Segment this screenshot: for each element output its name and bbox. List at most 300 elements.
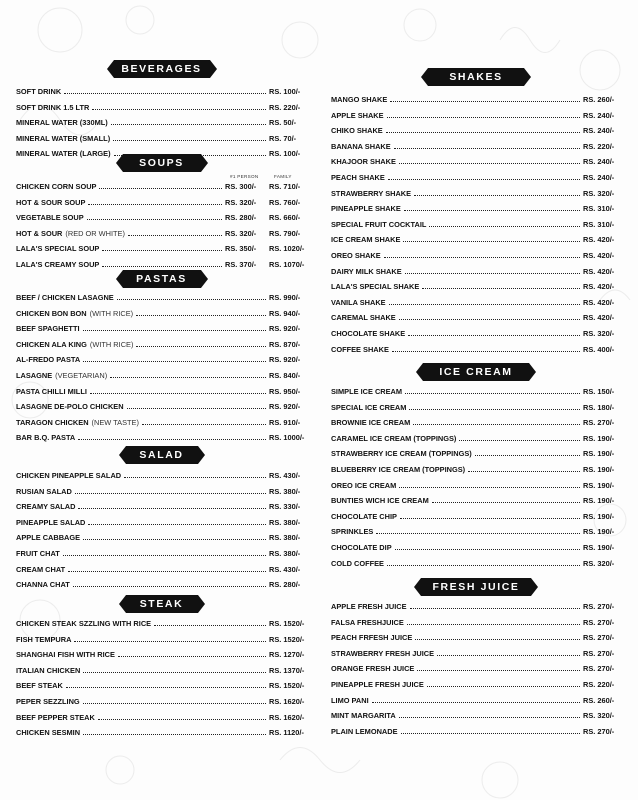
item-price: RS. 70/- [269, 133, 297, 143]
menu-item-row [331, 557, 621, 568]
menu-item-row [331, 265, 621, 276]
item-price: RS. 990/- [269, 293, 301, 302]
menu-item-row [331, 249, 621, 260]
dotted-leader [99, 188, 222, 189]
item-name: FALSA FRESHJUICE [331, 617, 404, 627]
menu-item-row [331, 280, 621, 291]
item-price: RS. 270/- [583, 617, 615, 627]
item-name: BANANA SHAKE [331, 141, 391, 151]
menu-item-row [331, 678, 621, 689]
item-name: ITALIAN CHICKEN [16, 665, 81, 675]
item-price: RS. 220/- [583, 141, 615, 151]
column-header-person: #1 PERSON [230, 174, 259, 179]
item-name: HOT & SOUR SOUP [16, 197, 86, 207]
item-price: RS. 320/- [583, 558, 615, 568]
item-name: VEGETABLE SOUP [16, 213, 84, 223]
dotted-leader [414, 195, 580, 196]
dotted-leader [83, 539, 266, 540]
item-name: APPLE FRESH JUICE [331, 602, 407, 611]
dotted-leader [407, 624, 580, 625]
item-name: PINEAPPLE SHAKE [331, 204, 401, 214]
item-price: RS. 400/- [583, 344, 615, 354]
item-price: RS. 1520/- [269, 619, 305, 628]
item-name: LASAGNE [16, 371, 53, 380]
menu-item-row [16, 242, 307, 253]
item-price: RS. 420/- [583, 282, 615, 292]
menu-item-row [16, 369, 307, 380]
dotted-leader [389, 304, 580, 305]
item-price: RS. 100/- [269, 149, 301, 159]
item-name: LASAGNE DE-POLO CHICKEN [16, 402, 124, 412]
menu-item-row [16, 633, 307, 644]
menu-item-row [331, 311, 621, 322]
item-name: CHIKO SHAKE [331, 126, 383, 136]
item-name: LALA'S SPECIAL SOUP [16, 244, 100, 254]
menu-item-row [16, 726, 307, 737]
dotted-leader [387, 565, 580, 566]
dotted-leader [110, 377, 266, 378]
item-price: RS. 870/- [269, 339, 301, 349]
dotted-leader [74, 641, 266, 642]
dotted-leader [90, 393, 266, 394]
item-name: VANILA SHAKE [331, 297, 386, 307]
dotted-leader [413, 424, 580, 425]
menu-item-row [16, 385, 307, 396]
dotted-leader [63, 555, 266, 556]
item-name: BEEF STEAK [16, 681, 63, 691]
dotted-leader [83, 361, 266, 362]
dotted-leader [415, 639, 580, 640]
item-name: STRAWBERRY ICE CREAM (TOPPINGS) [331, 449, 472, 459]
item-name: RUSIAN SALAD [16, 486, 72, 496]
item-name: CHOCOLATE DIP [331, 543, 392, 552]
dotted-leader [427, 686, 580, 687]
item-price: RS. 190/- [583, 527, 615, 537]
menu-item-row [331, 233, 621, 244]
menu-item-row [331, 416, 621, 427]
item-price: RS. 260/- [583, 695, 615, 705]
menu-item-row [16, 531, 307, 542]
section-header-soups: SOUPS [123, 154, 201, 172]
menu-item-row [16, 431, 307, 442]
section-header-beverages: BEVERAGES [114, 60, 210, 78]
dotted-leader [410, 608, 580, 609]
item-price: RS. 1000/- [269, 433, 305, 443]
item-name: PEACH FRFESH JUICE [331, 633, 413, 643]
item-price: RS. 270/- [583, 648, 615, 658]
item-name: COLD COFFEE [331, 558, 384, 568]
item-price: RS. 430/- [269, 471, 301, 480]
dotted-leader [98, 719, 266, 720]
dotted-leader [417, 670, 580, 671]
dotted-leader [403, 241, 580, 242]
dotted-leader [399, 487, 580, 488]
dotted-leader [118, 656, 266, 657]
item-price: RS. 190/- [583, 465, 615, 474]
item-price: RS. 420/- [583, 297, 615, 307]
item-note: (VEGETARIAN) [55, 371, 108, 380]
dotted-leader [390, 101, 580, 102]
item-name: SPECIAL ICE CREAM [331, 402, 407, 412]
menu-item-row [331, 725, 621, 736]
dotted-leader [66, 687, 266, 688]
dotted-leader [117, 299, 266, 300]
menu-item-row [331, 541, 621, 552]
item-price: RS. 920/- [269, 402, 301, 412]
item-price-family: RS. 1070/- [269, 260, 305, 269]
dotted-leader [376, 533, 580, 534]
item-price: RS. 950/- [269, 386, 301, 396]
item-name: SIMPLE ICE CREAM [331, 387, 403, 396]
item-price: RS. 320/- [583, 711, 615, 721]
item-name: CHICKEN SESMIN [16, 728, 81, 738]
item-name: MINERAL WATER (LARGE) [16, 149, 111, 159]
item-name: STRAWBERRY SHAKE [331, 188, 412, 198]
dotted-leader [127, 408, 266, 409]
menu-item-row [331, 709, 621, 720]
menu-item-row [331, 494, 621, 505]
item-price: RS. 380/- [269, 486, 301, 496]
item-name: CHOCOLATE SHAKE [331, 329, 406, 338]
menu-item-row [16, 711, 307, 722]
menu-item-row [331, 401, 621, 412]
dotted-leader [83, 734, 266, 735]
item-price-person: RS. 370/- [225, 260, 257, 269]
menu-item-row [331, 187, 621, 198]
menu-item-row [331, 647, 621, 658]
item-name: ORANGE FRESH JUICE [331, 664, 415, 674]
item-price: RS. 100/- [269, 87, 301, 96]
item-name: BEEF / CHICKEN LASAGNE [16, 293, 114, 302]
item-name: FISH TEMPURA [16, 634, 72, 644]
item-price: RS. 1270/- [269, 650, 305, 660]
menu-item-row [16, 547, 307, 558]
item-price: RS. 380/- [269, 517, 301, 527]
item-price: RS. 190/- [583, 511, 615, 521]
item-price: RS. 270/- [583, 602, 615, 611]
item-price: RS. 280/- [269, 580, 301, 590]
menu-item-row [16, 101, 307, 112]
dotted-leader [88, 204, 222, 205]
item-price: RS. 190/- [583, 480, 615, 490]
section-header-pastas: PASTAS [123, 270, 201, 288]
item-price: RS. 220/- [583, 680, 615, 689]
item-name: CHICKEN BON BON [16, 308, 87, 318]
item-name: CARAMEL ICE CREAM (TOPPINGS) [331, 433, 457, 443]
dotted-leader [136, 346, 266, 347]
item-price: RS. 940/- [269, 308, 301, 318]
dotted-leader [408, 335, 580, 336]
item-name: APPLE SHAKE [331, 110, 384, 120]
dotted-leader [64, 93, 266, 94]
item-name: CHANNA CHAT [16, 580, 70, 590]
item-price: RS. 270/- [583, 633, 615, 643]
dotted-leader [372, 702, 580, 703]
item-price: RS. 1520/- [269, 634, 305, 644]
item-price: RS. 240/- [583, 173, 615, 182]
item-name: BAR B.Q. PASTA [16, 433, 76, 443]
menu-item-row [331, 327, 621, 338]
dotted-leader [75, 493, 266, 494]
item-price: RS. 430/- [269, 564, 301, 574]
item-name: ICE CREAM SHAKE [331, 235, 401, 245]
item-price: RS. 920/- [269, 324, 301, 334]
item-name: LALA'S CREAMY SOUP [16, 260, 100, 269]
dotted-leader [475, 455, 580, 456]
item-name: COFFEE SHAKE [331, 344, 389, 354]
item-price: RS. 920/- [269, 355, 301, 365]
item-name: CHICKEN PINEAPPLE SALAD [16, 471, 122, 480]
item-name: PINEAPPLE FRESH JUICE [331, 680, 424, 689]
dotted-leader [409, 409, 580, 410]
menu-item-row [16, 695, 307, 706]
menu-item-row [331, 296, 621, 307]
item-name: APPLE CABBAGE [16, 533, 81, 543]
menu-item-row [16, 516, 307, 527]
item-name: MANGO SHAKE [331, 95, 388, 104]
dotted-leader [394, 148, 580, 149]
dotted-leader [459, 440, 580, 441]
section-header-shakes: SHAKES [428, 68, 524, 86]
item-name: DAIRY MILK SHAKE [331, 266, 402, 276]
item-name: FRUIT CHAT [16, 549, 60, 558]
item-price-person: RS. 300/- [225, 182, 257, 191]
dotted-leader [395, 549, 580, 550]
menu-item-row [331, 694, 621, 705]
dotted-leader [136, 315, 266, 316]
item-price: RS. 240/- [583, 126, 615, 136]
section-header-ice-cream: ICE CREAM [423, 363, 529, 381]
item-note: (NEW TASTE) [91, 417, 139, 427]
dotted-leader [404, 210, 580, 211]
item-price: RS. 180/- [583, 402, 615, 412]
dotted-leader [399, 717, 580, 718]
menu-item-row [331, 631, 621, 642]
menu-item-row [16, 500, 307, 511]
item-name: AL-FREDO PASTA [16, 355, 81, 365]
dotted-leader [429, 226, 580, 227]
item-price: RS. 240/- [583, 110, 615, 120]
dotted-leader [102, 250, 222, 251]
dotted-leader [405, 273, 580, 274]
menu-item-row [331, 479, 621, 490]
item-name: BEEF PEPPER STEAK [16, 712, 95, 722]
item-name: PINEAPPLE SALAD [16, 517, 86, 527]
item-price: RS. 330/- [269, 502, 301, 512]
menu-item-row [16, 400, 307, 411]
menu-item-row [16, 132, 307, 143]
menu-item-row [331, 93, 621, 104]
item-price: RS. 190/- [583, 449, 615, 459]
dotted-leader [83, 703, 266, 704]
menu-item-row [331, 463, 621, 474]
dotted-leader [78, 439, 266, 440]
section-header-steak: STEAK [126, 595, 198, 613]
item-price: RS. 270/- [583, 664, 615, 674]
item-price: RS. 1370/- [269, 665, 305, 675]
item-name: HOT & SOUR [16, 228, 63, 238]
item-name: CHICKEN STEAK SZZLING WITH RICE [16, 619, 152, 628]
menu-item-row [331, 202, 621, 213]
item-price-family: RS. 1020/- [269, 244, 305, 254]
menu-item-row [16, 485, 307, 496]
item-price: RS. 240/- [583, 157, 615, 167]
menu-item-row [331, 155, 621, 166]
section-header-salad: SALAD [126, 446, 198, 464]
item-price: RS. 270/- [583, 418, 615, 428]
dotted-leader [73, 586, 266, 587]
menu-item-row [331, 343, 621, 354]
item-price: RS. 260/- [583, 95, 615, 104]
dotted-leader [124, 477, 266, 478]
dotted-leader [386, 132, 580, 133]
menu-item-row [16, 211, 307, 222]
menu-item-row [331, 218, 621, 229]
item-name: SOFT DRINK 1.5 LTR [16, 102, 90, 112]
menu-item-row [16, 679, 307, 690]
item-name: SHANGHAI FISH WITH RICE [16, 650, 115, 660]
menu-item-row [16, 227, 307, 238]
dotted-leader [387, 117, 580, 118]
menu-item-row [16, 291, 307, 302]
dotted-leader [388, 179, 580, 180]
dotted-leader [422, 288, 580, 289]
item-name: KHAJOOR SHAKE [331, 157, 396, 167]
item-price-person: RS. 280/- [225, 213, 257, 223]
item-name: CHICKEN CORN SOUP [16, 182, 97, 191]
item-name: OREO ICE CREAM [331, 480, 397, 490]
item-price: RS. 910/- [269, 417, 301, 427]
menu-item-row [331, 385, 621, 396]
item-price: RS. 1620/- [269, 712, 305, 722]
menu-item-row [16, 469, 307, 480]
item-price: RS. 380/- [269, 533, 301, 543]
dotted-leader [154, 625, 266, 626]
item-price-family: RS. 710/- [269, 182, 301, 191]
dotted-leader [78, 508, 266, 509]
item-name: PASTA CHILLI MILLI [16, 386, 87, 396]
menu-item-row [331, 600, 621, 611]
item-price: RS. 50/- [269, 118, 297, 128]
dotted-leader [400, 518, 580, 519]
dotted-leader [83, 672, 266, 673]
dotted-leader [102, 266, 222, 267]
item-price: RS. 190/- [583, 433, 615, 443]
item-name: SOFT DRINK [16, 87, 62, 96]
item-name: BEEF SPAGHETTI [16, 324, 80, 334]
item-name: CAREMAL SHAKE [331, 313, 396, 323]
item-price: RS. 220/- [269, 102, 301, 112]
menu-item-row [331, 171, 621, 182]
dotted-leader [384, 257, 580, 258]
item-name: OREO SHAKE [331, 251, 381, 260]
dotted-leader [113, 140, 266, 141]
item-price: RS. 1620/- [269, 697, 305, 706]
item-price: RS. 1520/- [269, 681, 305, 691]
item-price: RS. 840/- [269, 371, 301, 380]
item-price: RS. 420/- [583, 251, 615, 260]
dotted-leader [405, 393, 580, 394]
item-name: LIMO PANI [331, 695, 369, 705]
item-price-family: RS. 790/- [269, 228, 301, 238]
item-name: CHICKEN ALA KING [16, 339, 87, 349]
dotted-leader [432, 502, 580, 503]
menu-item-row [331, 447, 621, 458]
item-price-family: RS. 660/- [269, 213, 301, 223]
dotted-leader [401, 733, 580, 734]
menu-item-row [331, 432, 621, 443]
dotted-leader [128, 235, 222, 236]
item-name: MINT MARGARITA [331, 711, 396, 721]
item-price: RS. 380/- [269, 549, 301, 558]
item-price: RS. 190/- [583, 543, 615, 552]
item-price-person: RS. 320/- [225, 197, 257, 207]
item-note: (WITH RICE) [89, 308, 134, 318]
item-name: BROWNIE ICE CREAM [331, 418, 411, 428]
item-name: CHOCOLATE CHIP [331, 511, 397, 521]
dotted-leader [87, 219, 222, 220]
item-note: (WITH RICE) [89, 339, 134, 349]
item-price-family: RS. 760/- [269, 197, 301, 207]
menu-item-row [16, 338, 307, 349]
item-price: RS. 320/- [583, 329, 615, 338]
column-header-family: FAMILY [274, 174, 292, 179]
item-name: MINERAL WATER (330ML) [16, 118, 108, 128]
menu-item-row [16, 563, 307, 574]
menu-item-row [331, 616, 621, 627]
menu-item-row [331, 662, 621, 673]
dotted-leader [399, 319, 580, 320]
item-name: LALA'S SPECIAL SHAKE [331, 282, 420, 292]
item-note: (RED OR WHITE) [65, 228, 125, 238]
item-name: STRAWBERRY FRESH JUICE [331, 648, 435, 658]
dotted-leader [437, 655, 580, 656]
item-name: PEACH SHAKE [331, 173, 385, 182]
item-price: RS. 270/- [583, 726, 615, 736]
menu-item-row [16, 258, 307, 269]
menu-item-row [16, 307, 307, 318]
item-name: BLUEBERRY ICE CREAM (TOPPINGS) [331, 465, 466, 474]
menu-item-row [16, 85, 307, 96]
dotted-leader [111, 124, 266, 125]
section-header-fresh-juice: FRESH JUICE [421, 578, 531, 596]
item-name: CREAMY SALAD [16, 502, 76, 512]
item-name: PLAIN LEMONADE [331, 726, 398, 736]
menu-item-row [16, 664, 307, 675]
menu-item-row [16, 416, 307, 427]
dotted-leader [83, 330, 266, 331]
dotted-leader [142, 424, 266, 425]
item-price: RS. 320/- [583, 188, 615, 198]
item-name: SPECIAL FRUIT COCKTAIL [331, 219, 427, 229]
menu-item-row [16, 648, 307, 659]
item-price: RS. 310/- [583, 219, 615, 229]
dotted-leader [92, 109, 266, 110]
menu-item-row [16, 617, 307, 628]
item-name: CREAM CHAT [16, 564, 66, 574]
item-name: TARAGON CHICKEN [16, 417, 89, 427]
menu-item-row [331, 109, 621, 120]
menu-item-row [331, 124, 621, 135]
item-name: PEPER SEZZLING [16, 697, 80, 706]
menu-item-row [16, 578, 307, 589]
item-price: RS. 310/- [583, 204, 615, 214]
menu-item-row [331, 140, 621, 151]
menu-item-row [16, 180, 307, 191]
item-price: RS. 420/- [583, 313, 615, 323]
menu-item-row [16, 322, 307, 333]
dotted-leader [88, 524, 266, 525]
